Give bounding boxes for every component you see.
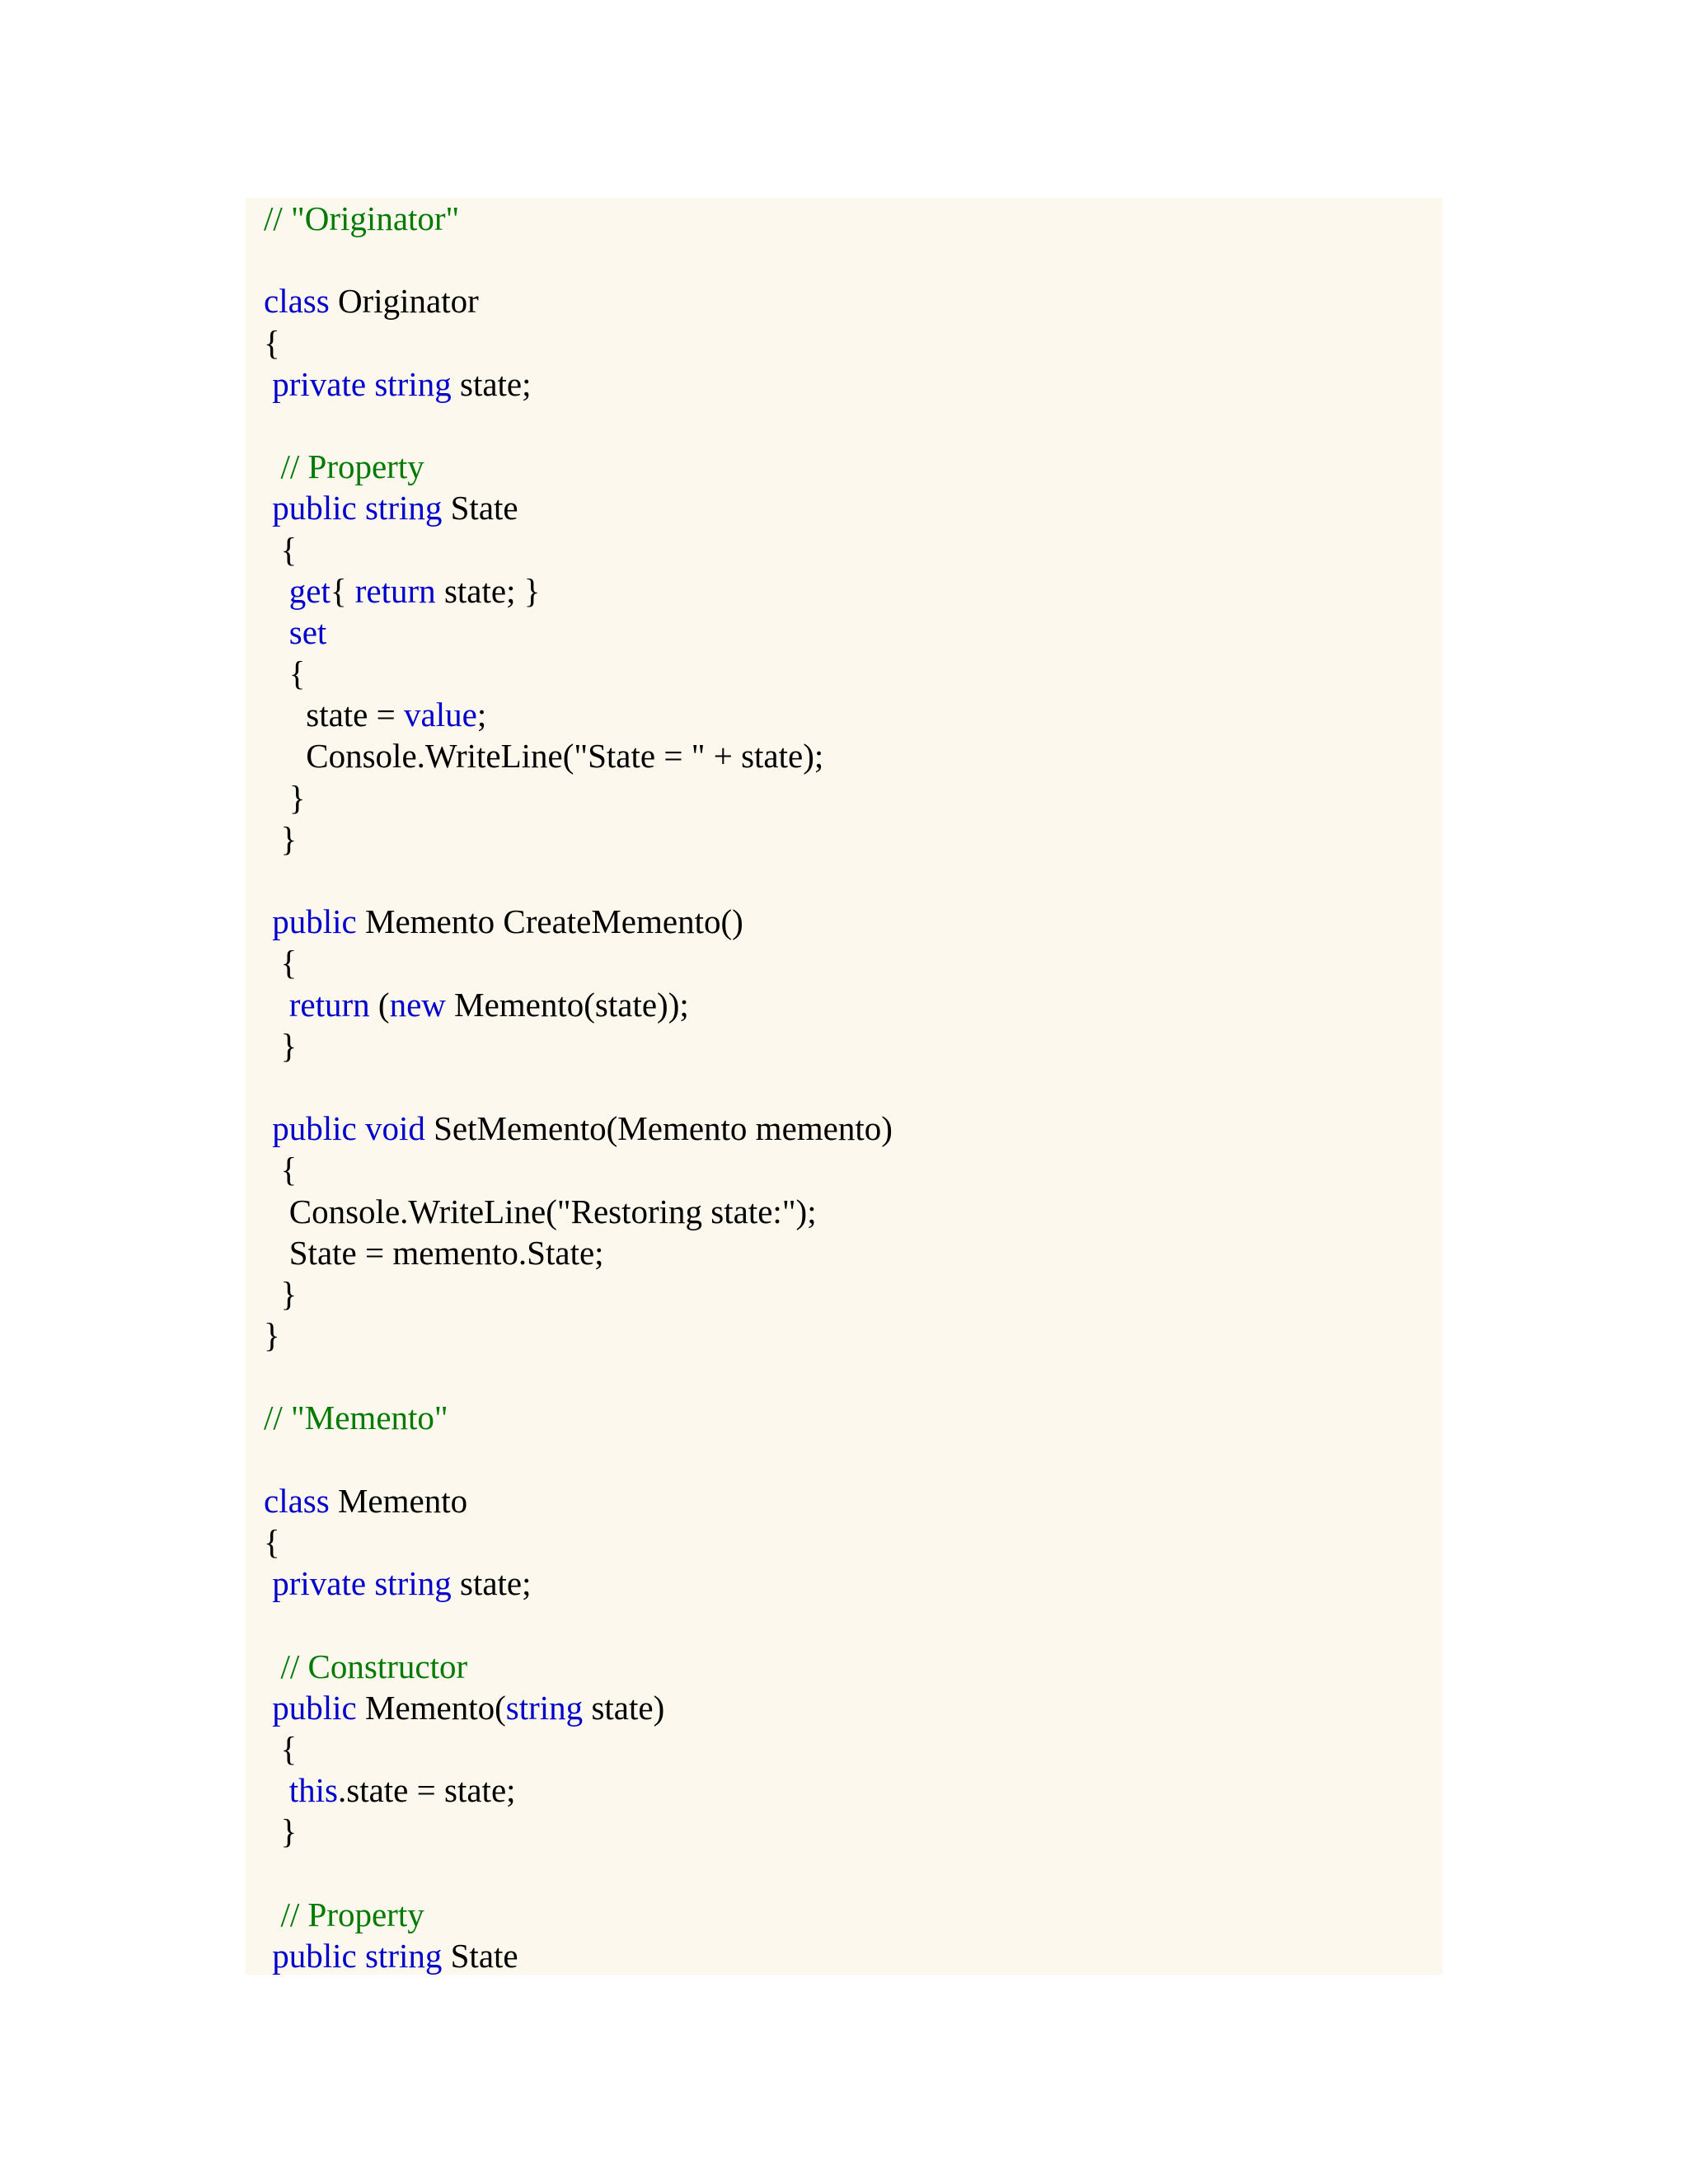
code-line <box>264 1273 1442 1315</box>
code-line <box>264 487 1442 528</box>
code-keyword: this <box>288 1771 338 1810</box>
code-keyword: public string <box>272 1936 443 1975</box>
code-text: .state = state; <box>338 1771 516 1810</box>
code-text: Memento <box>329 1481 468 1520</box>
code-line <box>264 818 1442 860</box>
code-text <box>264 1689 272 1727</box>
code-text: state; <box>451 1564 532 1603</box>
code-text <box>264 365 272 403</box>
code-text: { <box>264 1151 298 1189</box>
code-text <box>264 1771 289 1809</box>
code-line <box>264 694 1442 735</box>
code-text <box>264 986 289 1024</box>
code-line <box>264 1811 1442 1852</box>
code-line <box>264 1108 1442 1149</box>
code-text: State = memento.State; <box>264 1233 604 1272</box>
code-line <box>264 1687 1442 1728</box>
code-text: state; <box>451 364 532 403</box>
code-comment: // "Originator" <box>264 199 460 237</box>
code-line <box>264 1149 1442 1190</box>
code-text: } <box>264 819 298 858</box>
code-line <box>264 1563 1442 1604</box>
code-line <box>264 653 1442 694</box>
blank-line <box>264 1853 1442 1894</box>
code-line <box>264 198 1442 239</box>
code-text: } <box>264 1026 298 1065</box>
code-text: { <box>264 323 280 362</box>
code-line <box>264 1025 1442 1066</box>
code-keyword: public void <box>272 1109 425 1148</box>
code-text: Console.WriteLine("Restoring state:"); <box>264 1192 817 1230</box>
code-comment: // Constructor <box>264 1647 468 1685</box>
code-keyword: class <box>264 1481 330 1520</box>
code-keyword: public <box>272 1688 357 1727</box>
code-keyword: set <box>288 612 327 651</box>
code-text: state = <box>264 696 405 734</box>
code-keyword: class <box>264 282 330 321</box>
code-text: state; } <box>435 571 541 610</box>
code-line <box>264 570 1442 612</box>
code-line <box>264 1232 1442 1273</box>
code-line <box>264 322 1442 363</box>
code-text: { <box>264 654 306 693</box>
blank-line <box>264 1356 1442 1397</box>
code-keyword: public string <box>272 489 443 527</box>
code-text <box>264 572 289 610</box>
code-text: { <box>330 571 355 610</box>
code-text: { <box>264 530 298 569</box>
blank-line <box>264 860 1442 901</box>
code-comment: // Property <box>264 448 424 486</box>
code-text <box>264 1564 272 1602</box>
code-text <box>264 902 272 940</box>
code-line <box>264 1728 1442 1769</box>
code-text: } <box>264 1812 298 1851</box>
code-text: Originator <box>329 282 479 321</box>
code-line <box>264 1935 1442 1976</box>
code-text: Memento( <box>356 1688 506 1727</box>
code-line <box>264 1397 1442 1438</box>
code-keyword: new <box>389 985 446 1024</box>
code-keyword: private string <box>272 364 452 403</box>
code-block <box>246 198 1442 1975</box>
code-line <box>264 1646 1442 1687</box>
code-line <box>264 942 1442 983</box>
code-text: State <box>442 1936 518 1975</box>
code-keyword: return <box>354 571 436 610</box>
blank-line <box>264 1066 1442 1108</box>
code-line <box>264 901 1442 942</box>
code-text <box>264 1109 272 1147</box>
code-line <box>264 529 1442 570</box>
code-line <box>264 735 1442 776</box>
code-keyword: public <box>272 902 357 941</box>
code-text <box>264 489 272 527</box>
code-text <box>264 613 289 651</box>
code-line <box>264 363 1442 405</box>
code-text: state) <box>583 1688 665 1727</box>
code-text: ; <box>476 696 487 734</box>
code-text: } <box>264 1316 280 1355</box>
code-text: { <box>264 944 298 982</box>
code-text <box>264 1937 272 1975</box>
code-keyword: string <box>505 1688 584 1727</box>
code-line <box>264 280 1442 321</box>
blank-line <box>264 239 1442 280</box>
code-text: ( <box>369 985 390 1024</box>
code-line <box>264 1894 1442 1935</box>
code-text: { <box>264 1523 280 1561</box>
code-text: } <box>264 1274 298 1313</box>
code-line <box>264 1521 1442 1563</box>
code-text: SetMemento(Memento memento) <box>424 1109 893 1148</box>
blank-line <box>264 1439 1442 1480</box>
code-line <box>264 1480 1442 1521</box>
blank-line <box>264 1604 1442 1645</box>
code-line <box>264 1769 1442 1811</box>
code-text: Memento CreateMemento() <box>356 902 743 941</box>
blank-line <box>264 405 1442 446</box>
code-line <box>264 612 1442 653</box>
code-keyword: private string <box>272 1564 452 1603</box>
code-keyword: get <box>288 571 331 610</box>
code-line <box>264 446 1442 487</box>
code-text: } <box>264 778 306 817</box>
code-text: Memento(state)); <box>445 985 689 1024</box>
code-line <box>264 984 1442 1025</box>
code-text: { <box>264 1729 298 1768</box>
code-keyword: return <box>288 985 370 1024</box>
code-comment: // Property <box>264 1895 424 1933</box>
code-text: State <box>442 489 518 527</box>
code-text: Console.WriteLine("State = " + state); <box>264 737 824 776</box>
code-line <box>264 777 1442 818</box>
code-comment: // "Memento" <box>264 1399 448 1437</box>
code-line <box>264 1191 1442 1232</box>
code-keyword: value <box>404 696 477 734</box>
code-line <box>264 1315 1442 1356</box>
